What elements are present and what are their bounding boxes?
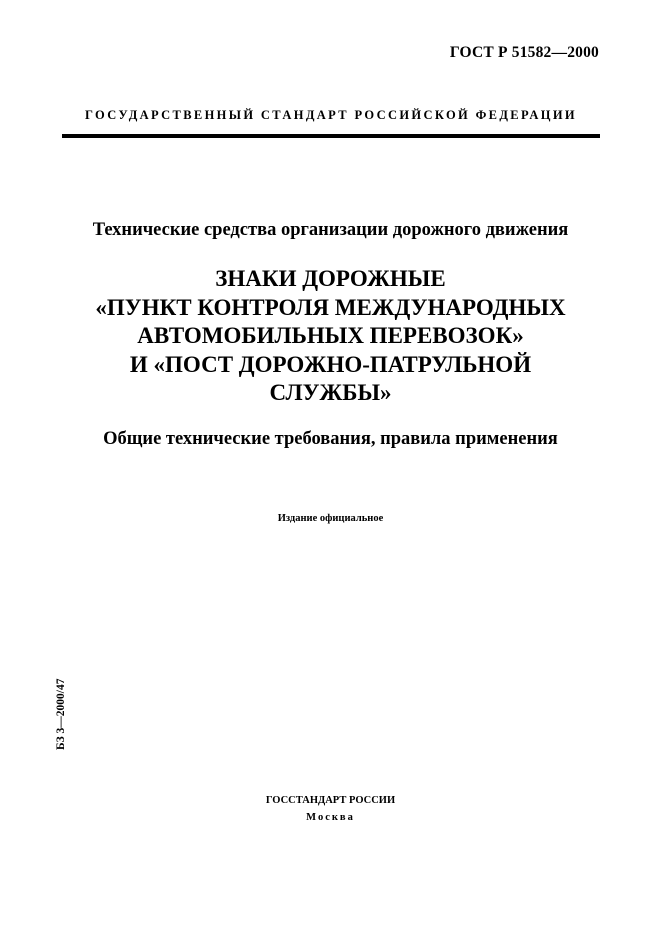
title-line: СЛУЖБЫ» — [269, 380, 392, 405]
document-code: ГОСТ Р 51582—2000 — [449, 44, 599, 61]
standard-header: ГОСУДАРСТВЕННЫЙ СТАНДАРТ РОССИЙСКОЙ ФЕДЕРАЦИИ — [85, 108, 577, 122]
title-line: И «ПОСТ ДОРОЖНО-ПАТРУЛЬНОЙ — [129, 351, 532, 377]
side-code: БЗ 3—2000/47 — [55, 678, 67, 750]
document-title — [40, 265, 621, 408]
title-line: ЗНАКИ ДОРОЖНЫЕ — [215, 266, 446, 291]
title-line: «ПУНКТ КОНТРОЛЯ МЕЖДУНАРОДНЫХ — [95, 294, 566, 320]
document-subtitle: Общие технические требования, правила применения — [103, 429, 558, 449]
publisher-city: Москва — [306, 812, 355, 823]
document-subject: Технические средства организации дорожного движения — [92, 220, 569, 240]
edition-label: Издание официальное — [277, 513, 384, 524]
publisher-name: ГОССТАНДАРТ РОССИИ — [265, 795, 396, 806]
title-line: АВТОМОБИЛЬНЫХ ПЕРЕВОЗОК» — [137, 323, 524, 348]
header-rule — [62, 134, 600, 138]
